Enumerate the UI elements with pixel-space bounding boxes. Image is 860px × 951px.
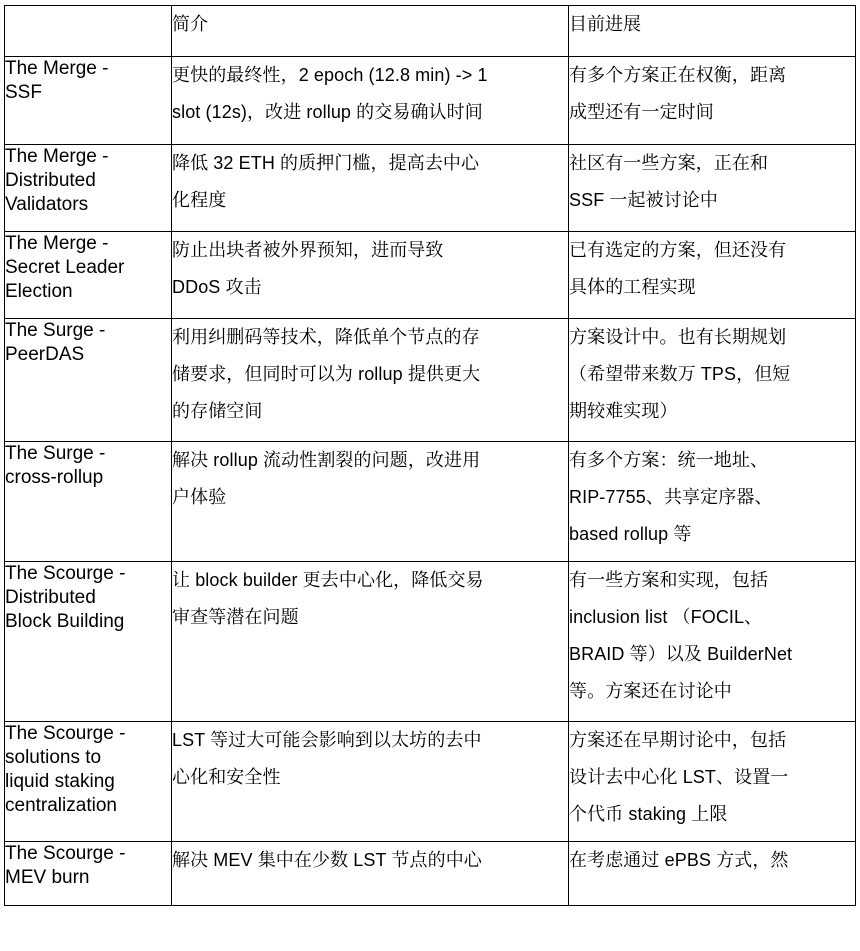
row-name: The Scourge - solutions to liquid staking centralization: [5, 723, 126, 816]
row-name: The Merge - Distributed Validators: [5, 146, 109, 215]
row-progress-cell: 有多个方案正在权衡，距离 成型还有一定时间: [569, 57, 856, 145]
row-name: The Scourge - Distributed Block Building: [5, 563, 126, 632]
row-name-cell: [5, 232, 172, 319]
roadmap-table: [4, 5, 856, 906]
row-name: The Merge - Secret Leader Election: [5, 233, 125, 302]
table-header-row: [5, 6, 856, 57]
table-row: [5, 57, 856, 145]
row-progress-cell: 有多个方案：统一地址、 RIP-7755、共享定序器、 based rollup 等: [569, 442, 856, 562]
row-name-cell: [5, 562, 172, 722]
row-name: The Merge - SSF: [5, 58, 109, 103]
row-name-cell: [5, 319, 172, 442]
table-row: [5, 442, 856, 562]
row-intro-cell: LST 等过大可能会影响到以太坊的去中 心化和安全性: [172, 722, 569, 842]
header-cell-progress: 目前进展: [569, 6, 856, 57]
row-name-cell: [5, 442, 172, 562]
row-progress-cell: 方案还在早期讨论中，包括 设计去中心化 LST、设置一 个代币 staking 上限: [569, 722, 856, 842]
row-intro-cell: 解决 MEV 集中在少数 LST 节点的中心: [172, 842, 569, 906]
row-progress-cell: 已有选定的方案，但还没有 具体的工程实现: [569, 232, 856, 319]
header-cell-intro: 简介: [172, 6, 569, 57]
table-row: [5, 842, 856, 906]
row-progress-cell: 方案设计中。也有长期规划 （希望带来数万 TPS，但短 期较难实现）: [569, 319, 856, 442]
header-cell-name: [5, 6, 172, 57]
row-name: The Scourge - MEV burn: [5, 843, 126, 888]
row-intro-cell: 利用纠删码等技术，降低单个节点的存 储要求，但同时可以为 rollup 提供更大 的存储空间: [172, 319, 569, 442]
table-row: [5, 232, 856, 319]
row-intro-cell: 更快的最终性，2 epoch (12.8 min) -> 1 slot (12s)，改进 rollup 的交易确认时间: [172, 57, 569, 145]
table-row: [5, 722, 856, 842]
row-intro-cell: 降低 32 ETH 的质押门槛，提高去中心 化程度: [172, 145, 569, 232]
row-progress-cell: 在考虑通过 ePBS 方式，然: [569, 842, 856, 906]
row-progress-cell: 有一些方案和实现，包括 inclusion list （FOCIL、 BRAID 等）以及 BuilderNet 等。方案还在讨论中: [569, 562, 856, 722]
row-intro-cell: 防止出块者被外界预知，进而导致 DDoS 攻击: [172, 232, 569, 319]
row-name-cell: [5, 842, 172, 906]
table-row: [5, 562, 856, 722]
row-name: The Surge - PeerDAS: [5, 320, 106, 365]
row-name: The Surge - cross-rollup: [5, 443, 106, 488]
table-row: [5, 319, 856, 442]
row-intro-cell: 让 block builder 更去中心化，降低交易 审查等潜在问题: [172, 562, 569, 722]
row-intro-cell: 解决 rollup 流动性割裂的问题，改进用 户体验: [172, 442, 569, 562]
row-name-cell: [5, 722, 172, 842]
row-progress-cell: 社区有一些方案，正在和 SSF 一起被讨论中: [569, 145, 856, 232]
table-row: [5, 145, 856, 232]
row-name-cell: [5, 145, 172, 232]
row-name-cell: [5, 57, 172, 145]
